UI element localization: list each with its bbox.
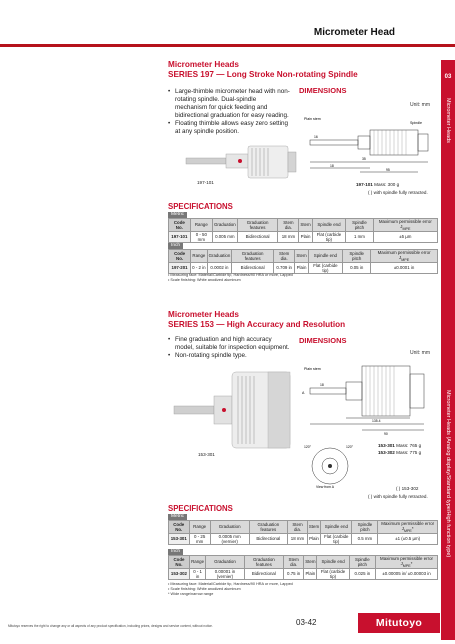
section1-caption-model: 197-101 [356, 182, 373, 187]
col-spindle-end: Spindle end [308, 250, 343, 263]
section1-dimension-drawing [300, 110, 435, 180]
cell: 153-302 [169, 568, 190, 579]
cell: 18 mm [288, 533, 308, 544]
micrometer-head-153-photo [168, 366, 300, 474]
col-stem: Stem [307, 521, 320, 534]
section1-metric-table [168, 218, 438, 243]
col-spindle-end: Spindle end [321, 521, 352, 534]
col-stem-dia: Stem dia. [284, 556, 304, 569]
col-graduation: Graduation [212, 219, 237, 232]
cell: Flat (carbide tip) [321, 533, 352, 544]
section2-caption-mass [378, 442, 421, 456]
col-range: Range [191, 250, 207, 263]
dim-label-spindle: Spindle [410, 121, 422, 125]
col-spindle-end: Spindle end [312, 219, 346, 232]
section2-note: • Measuring face: Material/Carbide tip, Hardness/90 HRA or more, Lapped [168, 582, 293, 586]
col-grad-features: Graduation features [237, 219, 278, 232]
col-grad-features: Graduation features [244, 556, 283, 569]
cell: 1 mm [346, 231, 373, 242]
cell: Flat (carbide tip) [317, 568, 349, 579]
section2-bullet: • Fine graduation and high accuracy model, suitable for inspection equipment. [168, 336, 290, 352]
cell: 0 - 2 in [191, 262, 207, 273]
col-stem-dia: Stem dia. [288, 521, 308, 534]
sidebar-label-1: Micrometer Heads [445, 98, 451, 143]
dim-label: 120° [304, 445, 312, 449]
col-stem: Stem [295, 250, 308, 263]
cell: Plain [307, 533, 320, 544]
col-mpe: Maximum permissible error $J_{MPE}$ [373, 219, 437, 232]
col-grad-features: Graduation features [232, 250, 274, 263]
col-grad-features: Graduation features [249, 521, 288, 534]
section1-bullet: • Floating thimble allows easy zero setting at any spindle position. [168, 120, 290, 136]
section2-caption-row [378, 442, 421, 449]
section1-inch-table [168, 249, 438, 274]
table-row [169, 568, 438, 579]
caption-mass: Mass: 765 g [396, 443, 422, 448]
col-code: Code No. [169, 521, 190, 534]
chapter-sidebar [441, 60, 455, 640]
cell: 0.0002 in [207, 262, 232, 273]
section2-title-line2: SERIES 153 — High Accuracy and Resolution [168, 320, 346, 329]
cell: Bidirectional [244, 568, 283, 579]
cell: 197-101 [169, 231, 191, 242]
dim-label: 18 [330, 164, 334, 168]
section2-inch-table [168, 555, 438, 580]
cell: 0 - 50 mm [190, 231, 212, 242]
cell: ±5 µm [373, 231, 437, 242]
section1-dimensions-title: DIMENSIONS [299, 86, 347, 95]
cell: Plain [295, 262, 308, 273]
dim-label-a: A [302, 391, 305, 395]
cell: 0.00001 in (vernier) [206, 568, 244, 579]
section2-title-line1: Micrometer Heads [168, 310, 239, 319]
dim-label: 16 [314, 135, 318, 139]
cell: Bidirectional [249, 533, 288, 544]
section2-notes [168, 582, 293, 597]
col-code: Code No. [169, 219, 191, 232]
cell: 0 - 1 in [189, 568, 205, 579]
col-range: Range [189, 556, 205, 569]
dim-label: 35 [362, 157, 366, 161]
col-graduation: Graduation [207, 250, 232, 263]
caption-model: 153-302 [378, 450, 395, 455]
section2-note: * Wide range/narrow range [168, 592, 214, 596]
header-title: Micrometer Head [313, 27, 395, 38]
col-mpe: Maximum permissible error $J_{MPE}*$ [376, 556, 438, 569]
cell: ±1 (±0.5 µm) [378, 533, 438, 544]
section2-view-from-a [300, 440, 380, 490]
dim-label: 18 [320, 383, 324, 387]
cell: ±0.00005 in/ ±0.00003 in [376, 568, 438, 579]
section1-note: • Scale finishing: White anodized aluminum [168, 278, 241, 282]
cell: 0.5 mm [352, 533, 378, 544]
section2-metric-table [168, 520, 438, 545]
section1-notes [168, 273, 293, 283]
sidebar-label-2: Micrometer Heads (Analog display/Standard type/High function type) [445, 390, 451, 558]
section1-caption-note: ( ) with spindle fully retracted. [368, 190, 428, 195]
section1-photo-label: 197-101 [197, 180, 214, 185]
chapter-tab-number: 03 [444, 74, 452, 80]
section1-title-line2: SERIES 197 — Long Stroke Non-rotating Spindle [168, 70, 358, 79]
table-row [169, 262, 438, 273]
col-stem: Stem [304, 556, 317, 569]
dim-label: 135.4 [372, 419, 381, 423]
section2-unit: Unit: mm [410, 350, 430, 356]
col-spindle-pitch: Spindle pitch [343, 250, 371, 263]
col-code: Code No. [169, 250, 191, 263]
section2-dimension-drawing [300, 358, 435, 438]
section2-caption-row [378, 449, 421, 456]
col-range: Range [189, 521, 210, 534]
section2-bullets [168, 336, 290, 360]
cell: Plain [304, 568, 317, 579]
cell: 0.025 in [349, 568, 375, 579]
section1-caption-mass-value: Mass: 300 g [374, 182, 400, 187]
section1-bullets [168, 88, 290, 136]
section2-caption-model2: ( ) 153-302 [396, 486, 419, 491]
dim-label-view: View from A [316, 485, 335, 489]
cell: 0.709 in [273, 262, 294, 273]
caption-mass: Mass: 775 g [396, 450, 422, 455]
section1-bullet: • Large-thimble micrometer head with non-rotating spindle. Dual-spindle mechanism for quick feeding and bidirectional graduation for easy reading. [168, 88, 290, 120]
section1-inch-badge: Inch [168, 243, 183, 249]
cell: 0.005 mm [212, 231, 237, 242]
table-row [169, 231, 438, 242]
footer-disclaimer: Mitutoyo reserves the right to change any or all aspects of any product specification, including prices, designs and service content, without notice. [8, 624, 213, 628]
section2-bullet: • Non-rotating spindle type. [168, 352, 290, 360]
section2-dimensions-title: DIMENSIONS [299, 336, 347, 345]
cell: Flat (carbide tip) [312, 231, 346, 242]
mitutoyo-logo: Mitutoyo [358, 613, 440, 633]
section2-photo-label: 153-301 [198, 452, 215, 457]
cell: 18 mm [278, 231, 299, 242]
col-stem-dia: Stem dia. [273, 250, 294, 263]
section1-metric-badge: Metric [168, 212, 187, 218]
table-header-row [169, 556, 438, 569]
dim-label-plain-stem: Plain stem [304, 117, 321, 121]
col-range: Range [190, 219, 212, 232]
section1-specs-title: SPECIFICATIONS [168, 202, 233, 211]
cell: 197-201 [169, 262, 191, 273]
page-header [0, 0, 455, 46]
dim-label: 90 [384, 432, 388, 436]
dim-label: 120° [346, 445, 354, 449]
section2-specs-title: SPECIFICATIONS [168, 504, 233, 513]
col-code: Code No. [169, 556, 190, 569]
table-header-row [169, 521, 438, 534]
table-header-row [169, 219, 438, 232]
header-rule [0, 44, 455, 47]
cell: ±0.0001 in [371, 262, 438, 273]
section2-metric-badge: Metric [168, 514, 187, 520]
col-spindle-pitch: Spindle pitch [346, 219, 373, 232]
col-graduation: Graduation [210, 521, 249, 534]
page-number: 03-42 [296, 618, 317, 627]
cell: Plain [299, 231, 312, 242]
col-mpe: Maximum permissible error $J_{MPE}$ [371, 250, 438, 263]
section2-inch-badge: Inch [168, 549, 183, 555]
dim-label: 95 [386, 168, 390, 172]
cell: 0.05 in [343, 262, 371, 273]
table-row [169, 533, 438, 544]
table-header-row [169, 250, 438, 263]
col-spindle-pitch: Spindle pitch [352, 521, 378, 534]
col-stem-dia: Stem dia. [278, 219, 299, 232]
cell: 0.0005 mm (vernier) [210, 533, 249, 544]
section2-note: • Scale finishing: White anodized aluminum [168, 587, 241, 591]
section2-caption-note: ( ) with spindle fully retracted. [368, 494, 428, 499]
section1-unit: Unit: mm [410, 102, 430, 108]
cell: Bidirectional [232, 262, 274, 273]
caption-model: 153-301 [378, 443, 395, 448]
micrometer-head-197-photo [168, 140, 300, 190]
cell: 153-301 [169, 533, 190, 544]
col-spindle-end: Spindle end [317, 556, 349, 569]
col-stem: Stem [299, 219, 312, 232]
dim-label-plain-stem: Plain stem [304, 367, 321, 371]
cell: 0 - 25 mm [189, 533, 210, 544]
section1-note: • Measuring face: Material/Carbide tip, Hardness/90 HRA or more, Lapped [168, 273, 293, 277]
cell: Bidirectional [237, 231, 278, 242]
col-graduation: Graduation [206, 556, 244, 569]
cell: Flat (carbide tip) [308, 262, 343, 273]
section1-title-line1: Micrometer Heads [168, 60, 239, 69]
section1-caption-mass [356, 182, 399, 187]
col-spindle-pitch: Spindle pitch [349, 556, 375, 569]
col-mpe: Maximum permissible error $J_{MPE}*$ [378, 521, 438, 534]
cell: 0.75 in [284, 568, 304, 579]
